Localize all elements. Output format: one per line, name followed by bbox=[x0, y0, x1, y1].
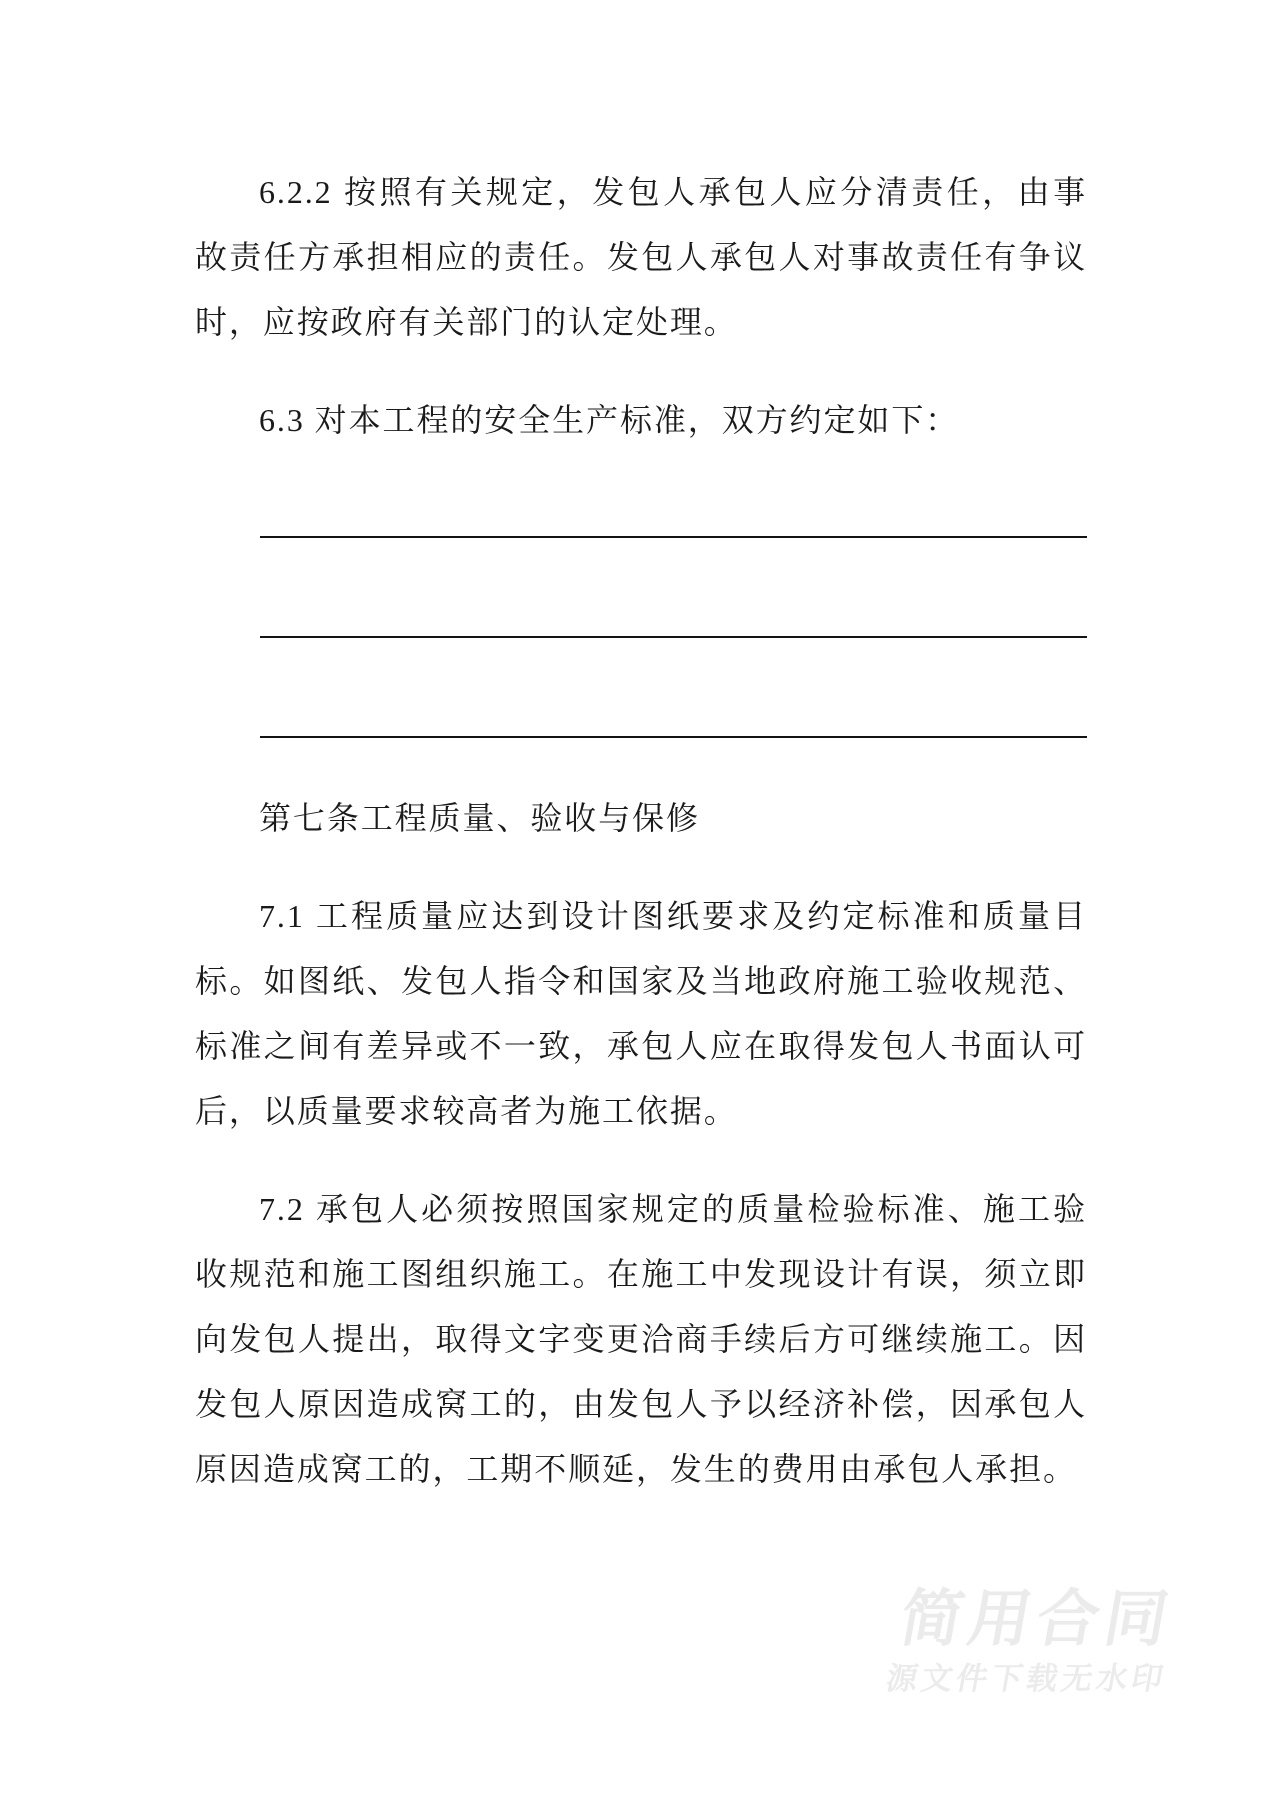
paragraph-7-2: 7.2 承包人必须按照国家规定的质量检验标准、施工验收规范和施工图组织施工。在施工中发现设计有误，须立即向发包人提出，取得文字变更洽商手续后方可继续施工。因发包人原因造成窝工的，由发包人予以经济补偿，因承包人原因造成窝工的，工期不顺延，发生的费用由承包人承担。 bbox=[195, 1191, 1087, 1487]
heading-article-7: 第七条工程质量、验收与保修 bbox=[259, 800, 700, 836]
paragraph-7-1: 7.1 工程质量应达到设计图纸要求及约定标准和质量目标。如图纸、发包人指令和国家及当地政府施工验收规范、标准之间有差异或不一致，承包人应在取得发包人书面认可后，以质量要求较高者为施工依据。 bbox=[195, 898, 1087, 1129]
watermark-brand-text: 简用合同 bbox=[894, 1585, 1180, 1654]
paragraph-6-3: 6.3 对本工程的安全生产标准，双方约定如下： bbox=[259, 402, 960, 438]
paragraph-6-2-2: 6.2.2 按照有关规定，发包人承包人应分清责任，由事故责任方承担相应的责任。发包人承包人对事故责任有争议时，应按政府有关部门的认定处理。 bbox=[195, 174, 1087, 340]
watermark bbox=[868, 1585, 1198, 1699]
blank-fill-line-1 bbox=[260, 486, 1087, 538]
blank-fill-line-3 bbox=[260, 686, 1087, 738]
blank-fill-line-2 bbox=[260, 586, 1087, 638]
watermark-tagline-text: 源文件下载无水印 bbox=[883, 1661, 1170, 1696]
